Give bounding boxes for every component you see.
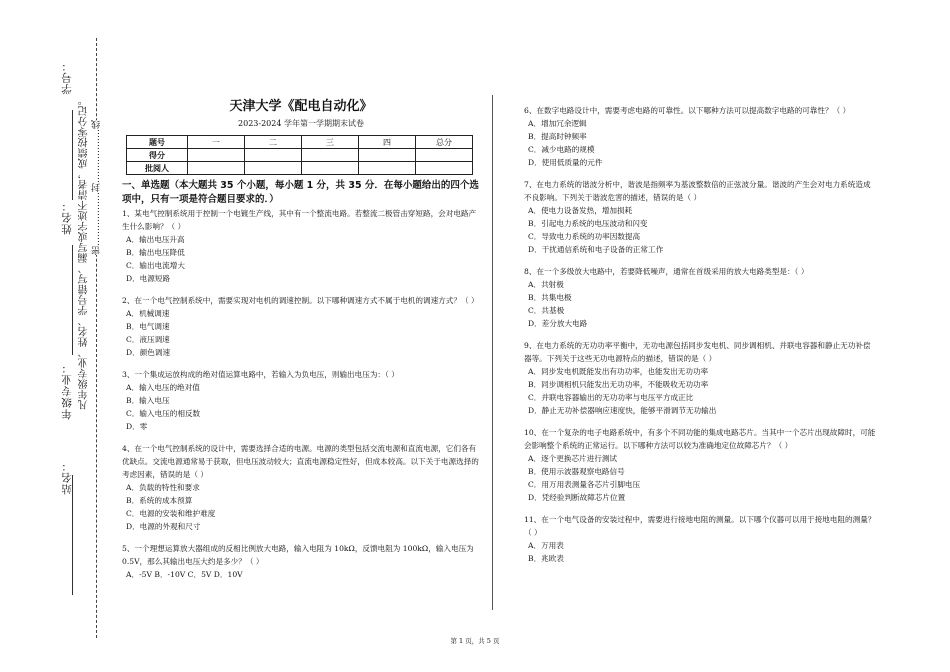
score-cell (359, 149, 416, 162)
score-cell (416, 149, 473, 162)
score-cell (302, 162, 359, 175)
question-option: C．电源的安装和维护难度 (126, 509, 216, 518)
question-option: A．输出电压升高 (126, 235, 185, 244)
question-option: B．共集电极 (528, 293, 572, 302)
question-stem: 4、在一个电气控制系统的设计中，需要选择合适的电源。电源的类型包括交流电源和直流电源，它们各有优缺点。交流电源通常易于获取，但电压波动较大；直流电源稳定性好，但成本较高。以下关于电源选择的考虑因素，错误的是（ ） (122, 444, 479, 479)
question-option: B．引起电力系统的电压波动和闪变 (528, 219, 648, 228)
score-table-row (127, 149, 473, 162)
score-cell (188, 149, 245, 162)
question-option: B．提高时钟频率 (528, 132, 587, 141)
score-table-cell: 四 (359, 136, 416, 149)
question-option: D．使用低质量的元件 (528, 158, 603, 167)
name-underline (72, 110, 73, 200)
question-stem: 5、一个理想运算放大器组成的反相比例放大电路，输入电阻为 10kΩ，反馈电阻为 100kΩ，输入电压为 0.5V，那么其输出电压大约是多少？（ ） (122, 544, 474, 566)
score-cell (245, 149, 302, 162)
grade-underline (72, 245, 73, 355)
question-stem: 11、在一个电气设备的安装过程中，需要进行接地电阻的测量。以下哪个仪器可以用于接地电阻的测量？（ ） (524, 515, 876, 537)
question-option: D．凭经验判断故障芯片位置 (528, 493, 626, 502)
question-option: B．使用示波器观察电路信号 (528, 467, 625, 476)
left-column (122, 95, 480, 590)
column-divider (492, 95, 493, 610)
question (524, 513, 876, 565)
question-stem: 9、在电力系统的无功功率平衡中，无功电源包括同步发电机、同步调相机、并联电容器和静止无功补偿器等。下列关于这些无功电源特点的描述，错误的是（ ） (524, 341, 871, 363)
question (122, 442, 480, 533)
question-option: C．共基极 (528, 306, 565, 315)
question (122, 207, 480, 285)
question (524, 339, 876, 417)
question-stem: 1、某电气控制系统用于控制一个电镀生产线，其中有一个整流电路。若整流二极管击穿短路，会对电路产生什么影响？（ ） (122, 209, 477, 231)
score-cell (188, 162, 245, 175)
binding-strip (0, 0, 110, 672)
question-option: B．系统的成本预算 (126, 496, 193, 505)
binding-notice: 凡年级专业、姓名、学号错写、漏写或字迹不清者，成绩按零分记。 (79, 95, 90, 410)
exam-title: 天津大学《配电自动化》 (229, 99, 373, 114)
question (524, 426, 876, 504)
question-option: C．输出电流增大 (126, 261, 185, 270)
question-option: C．减少电路的规模 (528, 145, 595, 154)
question (524, 178, 876, 256)
score-cell (302, 149, 359, 162)
score-table-cell: 一 (188, 136, 245, 149)
question-stem: 7、在电力系统的谐波分析中，谐波是指频率为基波整数倍的正弦波分量。谐波的产生会对电力系统造成不良影响。下列关于谐波危害的描述，错误的是（ ） (524, 180, 871, 202)
question-option: D．静止无功补偿器响应速度快，能够平滑调节无功输出 (528, 406, 717, 415)
question-option: D．干扰通信系统和电子设备的正常工作 (528, 245, 664, 254)
question-option: D．差分放大电路 (528, 319, 588, 328)
question-option: A．输入电压的绝对值 (126, 383, 200, 392)
question (122, 542, 480, 581)
name-label: 姓名： (61, 200, 73, 235)
question-option: D．电源短路 (126, 274, 171, 283)
question-option: C．输入电压的相反数 (126, 409, 201, 418)
score-table-cell: 三 (302, 136, 359, 149)
right-question-list (524, 104, 876, 565)
question-stem: 3、一个集成运放构成的绝对值运算电路中，若输入为负电压，则输出电压为：（ ） (122, 370, 399, 379)
student-id-label: 学号： (61, 60, 73, 95)
score-table-cell: 二 (245, 136, 302, 149)
question-option: B．输出电压降低 (126, 248, 185, 257)
seat-label: 站名： (61, 460, 73, 495)
score-table-header-row (127, 136, 473, 149)
question-option: B．输入电压 (126, 396, 170, 405)
score-table-cell: 总分 (416, 136, 473, 149)
question-option: B．电气调速 (126, 322, 170, 331)
question-option: B．兆欧表 (528, 554, 564, 563)
question-option: D．颜色调速 (126, 348, 171, 357)
question (122, 294, 480, 359)
question-option: A．-5V B．-10V C．5V D．10V (126, 570, 243, 579)
question-option: D．电源的外观和尺寸 (126, 522, 201, 531)
question-option: C．液压调速 (126, 335, 170, 344)
question-option: A．共射极 (528, 280, 564, 289)
question-option: A．同步发电机既能发出有功功率，也能发出无功功率 (528, 367, 709, 376)
question-option: A．负载的特性和要求 (126, 483, 200, 492)
page-footer: 第 1 页，共 5 页 (450, 637, 500, 645)
score-row-label: 批阅人 (127, 162, 188, 175)
question-option: A．增加冗余逻辑 (528, 119, 587, 128)
question-option: B．同步调相机只能发出无功功率，不能吸收无功功率 (528, 380, 709, 389)
exam-subtitle: 2023-2024 学年第一学期期末试卷 (238, 119, 364, 128)
grade-label: 年级专业： (61, 362, 73, 420)
question-stem: 6、在数字电路设计中，需要考虑电路的可靠性。以下哪种方法可以提高数字电路的可靠性？（ ） (524, 106, 851, 115)
section-heading: 一、单选题（本大题共 35 个小题，每小题 1 分，共 35 分．在每小题给出的四个选项中，只有一项是符合题目要求的．） (122, 180, 479, 205)
left-question-list (122, 207, 480, 581)
score-row-label: 得分 (127, 149, 188, 162)
score-cell (416, 162, 473, 175)
question (524, 265, 876, 330)
question-stem: 8、在一个多级放大电路中，若要降低噪声，通常在首级采用的放大电路类型是：（ ） (524, 267, 809, 276)
question (524, 104, 876, 169)
score-table (126, 135, 473, 175)
score-table-row (127, 162, 473, 175)
question-stem: 2、在一个电气控制系统中，需要实现对电机的调速控制。以下哪种调速方式不属于电机的调速方式？（ ） (122, 296, 479, 305)
question-option: D．零 (126, 422, 148, 431)
score-cell (359, 162, 416, 175)
seal-line-text: 密………………封………………线 (92, 120, 102, 255)
question-option: A．机械调速 (126, 309, 170, 318)
question-option: A．使电力设备发热，增加损耗 (528, 206, 633, 215)
question-option: A．万用表 (528, 541, 564, 550)
question-option: C．用万用表测量各芯片引脚电压 (528, 480, 641, 489)
question-option: C．导致电力系统的功率因数提高 (528, 232, 641, 241)
question (122, 368, 480, 433)
question-option: C．并联电容器输出的无功功率与电压平方成正比 (528, 393, 694, 402)
question-option: A．逐个更换芯片进行测试 (528, 454, 618, 463)
score-table-cell: 题号 (127, 136, 188, 149)
question-stem: 10、在一个复杂的电子电路系统中，有多个不同功能的集成电路芯片。当其中一个芯片出现故障时，可能会影响整个系统的正常运行。以下哪种方法可以较为准确地定位故障芯片？（ ） (524, 428, 876, 450)
right-column (524, 104, 876, 574)
score-cell (245, 162, 302, 175)
